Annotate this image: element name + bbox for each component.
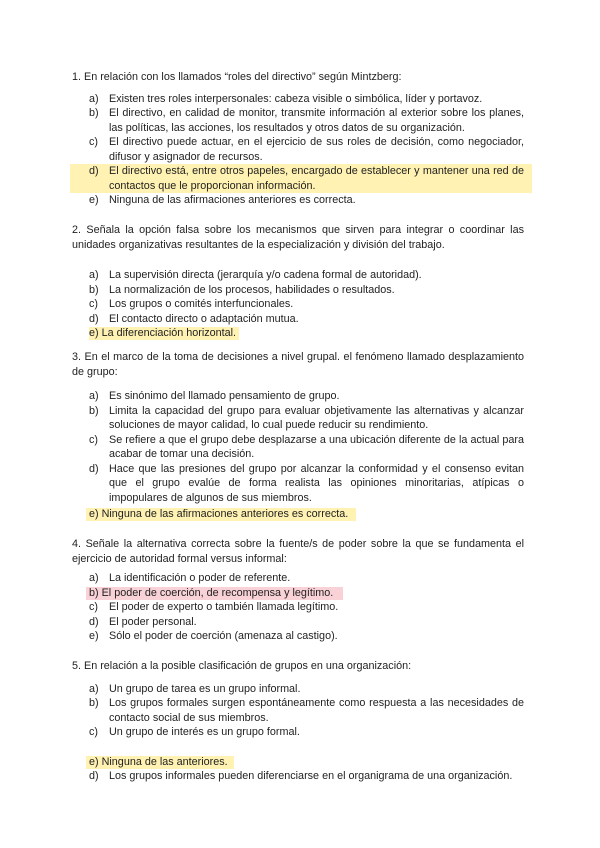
question-4-option-e[interactable] — [72, 629, 524, 644]
option-text: Se refiere a que el grupo debe desplazarse a una ubicación diferente de la actual para acabar de tomar una decisión. — [109, 433, 524, 460]
option-text: El poder de coerción, de recompensa y legítimo. — [101, 586, 334, 599]
option-letter: b) — [89, 283, 99, 296]
question-5 — [72, 659, 524, 784]
question-2-option-c[interactable] — [72, 297, 524, 312]
question-3-options — [72, 389, 524, 522]
option-letter: a) — [89, 390, 99, 402]
highlight-mark — [89, 327, 239, 340]
question-2-option-d[interactable] — [72, 312, 524, 327]
option-text: Ninguna de las afirmaciones anteriores es correcta. — [101, 508, 349, 520]
question-1-option-b[interactable] — [72, 106, 524, 135]
question-4 — [72, 537, 524, 644]
option-letter: b) — [89, 107, 99, 119]
option-text: Un grupo de interés es un grupo formal. — [109, 726, 300, 738]
question-4-option-b-highlighted[interactable] — [72, 586, 524, 601]
option-letter: e) — [89, 630, 99, 642]
option-letter: d) — [89, 462, 99, 475]
question-3-option-a[interactable] — [72, 389, 524, 404]
question-4-options — [72, 571, 524, 644]
question-5-option-e-highlighted[interactable] — [72, 755, 524, 770]
option-text: Existen tres roles interpersonales: cabeza visible o simbólica, líder y portavoz. — [109, 92, 483, 105]
option-text: El poder personal. — [109, 615, 197, 628]
question-1-option-d-highlighted[interactable] — [70, 164, 532, 193]
question-4-stem: 4. Señale la alternativa correcta sobre la fuente/s de poder sobre la que se fundamenta el ejercicio de autoridad formal versus informal: — [72, 538, 524, 565]
option-letter: d) — [89, 165, 99, 177]
question-2 — [72, 223, 524, 341]
option-text: Sólo el poder de coerción (amenaza al castigo). — [109, 630, 338, 642]
highlight-mark — [86, 587, 343, 600]
option-text: La identificación o poder de referente. — [109, 572, 291, 584]
option-letter: e) — [89, 327, 99, 339]
question-4-option-a[interactable] — [72, 571, 524, 586]
question-2-stem: 2. Señala la opción falsa sobre los mecanismos que sirven para integrar o coordinar las unidades organizativas resultantes de la especialización y división del trabajo. — [72, 224, 524, 251]
option-text: Ninguna de las anteriores. — [101, 755, 228, 768]
option-text: Los grupos informales pueden diferenciarse en el organigrama de una organización. — [109, 770, 513, 782]
option-letter: a) — [89, 92, 99, 105]
option-letter: d) — [89, 312, 99, 325]
option-letter: e) — [89, 508, 99, 520]
question-5-option-a[interactable] — [72, 682, 524, 697]
question-2-option-a[interactable] — [72, 268, 524, 283]
question-5-stem: 5. En relación a la posible clasificación de grupos en una organización: — [72, 660, 412, 672]
option-text: Hace que las presiones del grupo por alcanzar la conformidad y el consenso evitan que el grupo evalúe de forma realista las opiniones minoritarias, atípicas o impopulares de algunos de sus miembros. — [109, 462, 524, 504]
option-text: Limita la capacidad del grupo para evaluar objetivamente las alternativas y alcanzar soluciones de mayor calidad, lo cual puede reducir su rendimiento. — [109, 404, 524, 431]
option-letter: d) — [89, 770, 99, 782]
option-letter: e) — [89, 194, 99, 206]
question-2-option-e-highlighted[interactable] — [72, 326, 524, 341]
question-3-option-e-highlighted[interactable] — [72, 507, 524, 522]
question-2-option-b[interactable] — [72, 283, 524, 298]
question-1 — [72, 70, 524, 208]
option-text: El directivo puede actuar, en el ejercicio de sus roles de decisión, como negociador, difusor y asignador de recursos. — [109, 136, 524, 163]
question-4-option-d[interactable] — [72, 615, 524, 630]
option-text: Es sinónimo del llamado pensamiento de grupo. — [109, 390, 340, 402]
option-letter: a) — [89, 269, 99, 281]
question-4-option-c[interactable] — [72, 600, 524, 615]
option-letter: a) — [89, 572, 99, 584]
option-text: Los grupos formales surgen espontáneamente como respuesta a las necesidades de contacto social de sus miembros. — [109, 697, 524, 724]
option-letter: c) — [89, 136, 98, 148]
option-text: El directivo está, entre otros papeles, encargado de establecer y mantener una red de contactos que le proporcionan información. — [109, 165, 524, 192]
option-text: Los grupos o comités interfuncionales. — [109, 298, 294, 310]
question-3-option-d[interactable] — [72, 462, 524, 506]
question-3 — [72, 350, 524, 522]
question-3-option-b[interactable] — [72, 404, 524, 433]
question-1-options — [72, 92, 524, 208]
option-text: Ninguna de las afirmaciones anteriores es correcta. — [109, 194, 356, 206]
question-3-option-c[interactable] — [72, 433, 524, 462]
question-5-options — [72, 682, 524, 784]
option-letter: c) — [89, 298, 98, 310]
option-text: La supervisión directa (jerarquía y/o cadena formal de autoridad). — [109, 269, 422, 281]
question-1-option-a[interactable] — [72, 92, 524, 107]
question-2-options — [72, 268, 524, 341]
question-1-option-c[interactable] — [72, 135, 524, 164]
option-text: El directivo, en calidad de monitor, transmite información al exterior sobre los planes, las políticas, las acciones, los resultados y otros datos de su organización. — [109, 107, 524, 134]
option-text: Un grupo de tarea es un grupo informal. — [109, 682, 301, 695]
option-letter: b) — [89, 697, 99, 709]
highlight-mark — [86, 756, 234, 769]
option-letter: a) — [89, 682, 99, 695]
option-letter: c) — [89, 726, 98, 738]
question-5-option-b[interactable] — [72, 696, 524, 725]
option-letter: c) — [89, 601, 98, 613]
option-letter: e) — [89, 755, 99, 768]
option-letter: c) — [89, 433, 98, 446]
option-text: El contacto directo o adaptación mutua. — [109, 312, 299, 325]
question-1-option-e[interactable] — [72, 193, 524, 208]
question-3-stem: 3. En el marco de la toma de decisiones a nivel grupal. el fenómeno llamado desplazamiento de grupo: — [72, 351, 524, 378]
question-5-option-d[interactable] — [72, 769, 524, 784]
option-letter: d) — [89, 615, 99, 628]
option-text: El poder de experto o también llamada legítimo. — [109, 601, 339, 613]
highlight-mark — [86, 508, 356, 521]
option-letter: b) — [89, 586, 99, 599]
question-5-option-c[interactable] — [72, 725, 524, 740]
option-text: La diferenciación horizontal. — [101, 327, 237, 339]
question-1-stem: 1. En relación con los llamados “roles del directivo” según Mintzberg: — [72, 71, 402, 83]
option-letter: b) — [89, 404, 99, 417]
option-text: La normalización de los procesos, habilidades o resultados. — [109, 283, 395, 296]
